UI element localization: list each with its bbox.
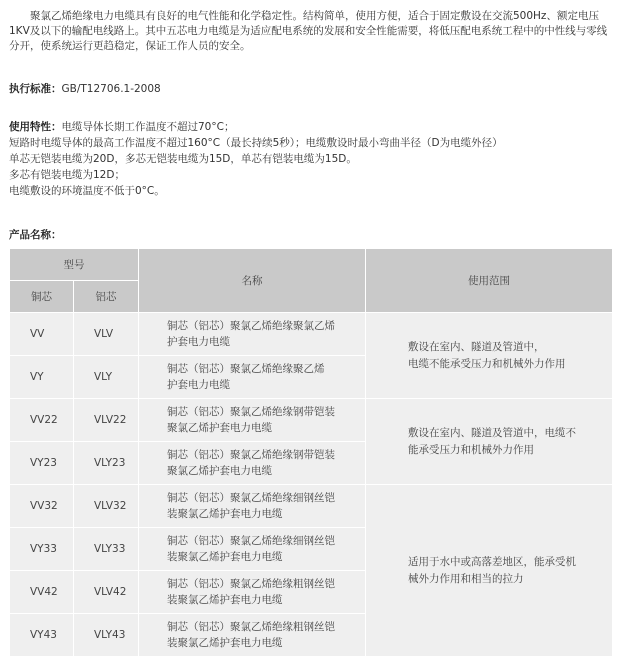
aluminum-model: VLY33: [74, 528, 139, 571]
standard-value: GB/T12706.1-2008: [61, 83, 161, 95]
table-row: [10, 399, 613, 442]
features-line-4: 多芯有铠装电缆为12D；: [9, 169, 125, 181]
copper-model: VY33: [10, 528, 74, 571]
usage-scope: 适用于水中或高落差地区，能承受机 械外力作用和相当的拉力: [366, 485, 613, 657]
aluminum-model: VLV: [74, 313, 139, 356]
product-name: 铜芯（铝芯）聚氯乙烯绝缘粗钢丝铠 装聚氯乙烯护套电力电缆: [139, 614, 366, 657]
standard-label: 执行标准：: [9, 83, 62, 95]
product-name: 铜芯（铝芯）聚氯乙烯绝缘钢带铠装 聚氯乙烯护套电力电缆: [139, 442, 366, 485]
aluminum-model: VLY23: [74, 442, 139, 485]
features-line-2: 短路时电缆导体的最高工作温度不超过160°C（最长持续5秒）；电缆敷设时最小弯曲半径（D为电缆外径）: [9, 137, 503, 149]
aluminum-model: VLV22: [74, 399, 139, 442]
header-scope: 使用范围: [366, 249, 613, 313]
usage-scope: 敷设在室内、隧道及管道中，电缆不 能承受压力和机械外力作用: [366, 399, 613, 485]
header-name: 名称: [139, 249, 366, 313]
aluminum-model: VLY43: [74, 614, 139, 657]
header-aluminum: 铝芯: [74, 281, 139, 313]
copper-model: VY43: [10, 614, 74, 657]
copper-model: VV42: [10, 571, 74, 614]
aluminum-model: VLV42: [74, 571, 139, 614]
table-row: [10, 485, 613, 528]
product-name: 铜芯（铝芯）聚氯乙烯绝缘钢带铠装 聚氯乙烯护套电力电缆: [139, 399, 366, 442]
copper-model: VY: [10, 356, 74, 399]
table-row: [10, 313, 613, 356]
features-section: [9, 119, 503, 199]
copper-model: VV22: [10, 399, 74, 442]
usage-scope: 敷设在室内、隧道及管道中， 电缆不能承受压力和机械外力作用: [366, 313, 613, 399]
copper-model: VV: [10, 313, 74, 356]
features-label: 使用特性：: [9, 121, 62, 133]
products-title: 产品名称：: [9, 229, 62, 241]
header-model: 型号: [10, 249, 139, 281]
header-copper: 铜芯: [10, 281, 74, 313]
product-table: [9, 248, 613, 657]
aluminum-model: VLY: [74, 356, 139, 399]
product-name: 铜芯（铝芯）聚氯乙烯绝缘细钢丝铠 装聚氯乙烯护套电力电缆: [139, 528, 366, 571]
product-name: 铜芯（铝芯）聚氯乙烯绝缘细钢丝铠 装聚氯乙烯护套电力电缆: [139, 485, 366, 528]
features-line-3: 单芯无铠装电缆为20D，多芯无铠装电缆为15D，单芯有铠装电缆为15D。: [9, 153, 357, 165]
product-name: 铜芯（铝芯）聚氯乙烯绝缘聚氯乙烯 护套电力电缆: [139, 313, 366, 356]
product-name: 铜芯（铝芯）聚氯乙烯绝缘聚乙烯 护套电力电缆: [139, 356, 366, 399]
product-name: 铜芯（铝芯）聚氯乙烯绝缘粗钢丝铠 装聚氯乙烯护套电力电缆: [139, 571, 366, 614]
aluminum-model: VLV32: [74, 485, 139, 528]
standard-section: [9, 81, 161, 97]
copper-model: VY23: [10, 442, 74, 485]
features-line-5: 电缆敷设的环境温度不低于0°C。: [9, 185, 165, 197]
features-line-1: 电缆导体长期工作温度不超过70°C；: [61, 121, 235, 133]
copper-model: VV32: [10, 485, 74, 528]
intro-paragraph: 聚氯乙烯绝缘电力电缆具有良好的电气性能和化学稳定性。结构简单，使用方便，适合于固定敷设在交流500Hz、额定电压1KV及以下的输配电线路上。其中五芯电力电缆是为适应配电系统的发展和安全性能需要，将低压配电系统工程中的中性线与零线分开，使系统运行更趋稳定，保证工作人员的安全。: [9, 10, 608, 52]
